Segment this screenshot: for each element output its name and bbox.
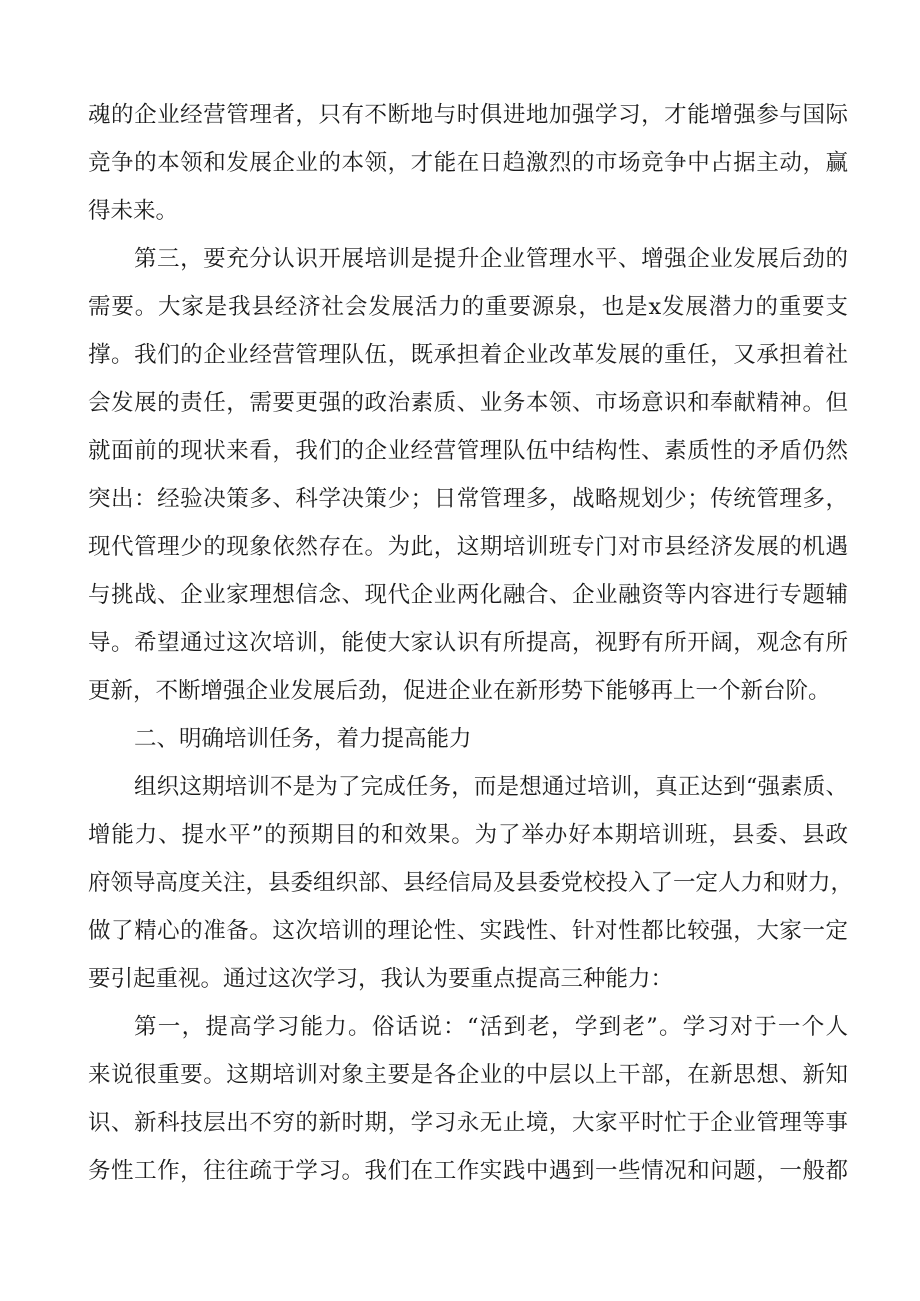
text-line: 竞争的本领和发展企业的本领，才能在日趋激烈的市场竞争中占据主动，赢 [88,150,848,176]
text-line: 需要。大家是我县经济社会发展活力的重要源泉，也是x发展潜力的重要支 [88,294,848,320]
text-line: 要引起重视。通过这次学习，我认为要重点提高三种能力： [88,966,674,992]
text-line: 魂的企业经营管理者，只有不断地与时俱进地加强学习，才能增强参与国际 [88,102,848,128]
text-line: 得未来。 [88,198,179,224]
text-line: 做了精心的准备。这次培训的理论性、实践性、针对性都比较强，大家一定 [88,918,848,944]
paragraph-first-line: 第一，提高学习能力。俗话说：“活到老，学到老”。学习对于一个人 [134,1014,848,1040]
text-line: 就面前的现状来看，我们的企业经营管理队伍中结构性、素质性的矛盾仍然 [88,438,848,464]
paragraph-first-line: 第三，要充分认识开展培训是提升企业管理水平、增强企业发展后劲的 [134,246,848,272]
text-line: 现代管理少的现象依然存在。为此，这期培训班专门对市县经济发展的机遇 [88,534,848,560]
text-line: 更新，不断增强企业发展后劲，促进企业在新形势下能够再上一个新台阶。 [88,678,831,704]
section-heading: 二、明确培训任务，着力提高能力 [134,726,472,752]
text-line: 来说很重要。这期培训对象主要是各企业的中层以上干部，在新思想、新知 [88,1062,848,1088]
text-line: 增能力、提水平”的预期目的和效果。为了举办好本期培训班，县委、县政 [88,822,848,848]
text-line: 府领导高度关注，县委组织部、县经信局及县委党校投入了一定人力和财力， [88,870,854,896]
paragraph-first-line: 组织这期培训不是为了完成任务，而是想通过培训，真正达到“强素质、 [134,774,848,800]
text-line: 突出：经验决策多、科学决策少；日常管理多，战略规划少；传统管理多， [88,486,848,512]
text-line: 会发展的责任，需要更强的政治素质、业务本领、市场意识和奉献精神。但 [88,390,848,416]
text-line: 识、新科技层出不穷的新时期，学习永无止境，大家平时忙于企业管理等事 [88,1110,848,1136]
text-line: 务性工作，往往疏于学习。我们在工作实践中遇到一些情况和问题，一般都 [88,1158,848,1184]
text-line: 导。希望通过这次培训，能使大家认识有所提高，视野有所开阔，观念有所 [88,630,848,656]
text-line: 撑。我们的企业经营管理队伍，既承担着企业改革发展的重任，又承担着社 [88,342,848,368]
text-line: 与挑战、企业家理想信念、现代企业两化融合、企业融资等内容进行专题辅 [88,582,848,608]
